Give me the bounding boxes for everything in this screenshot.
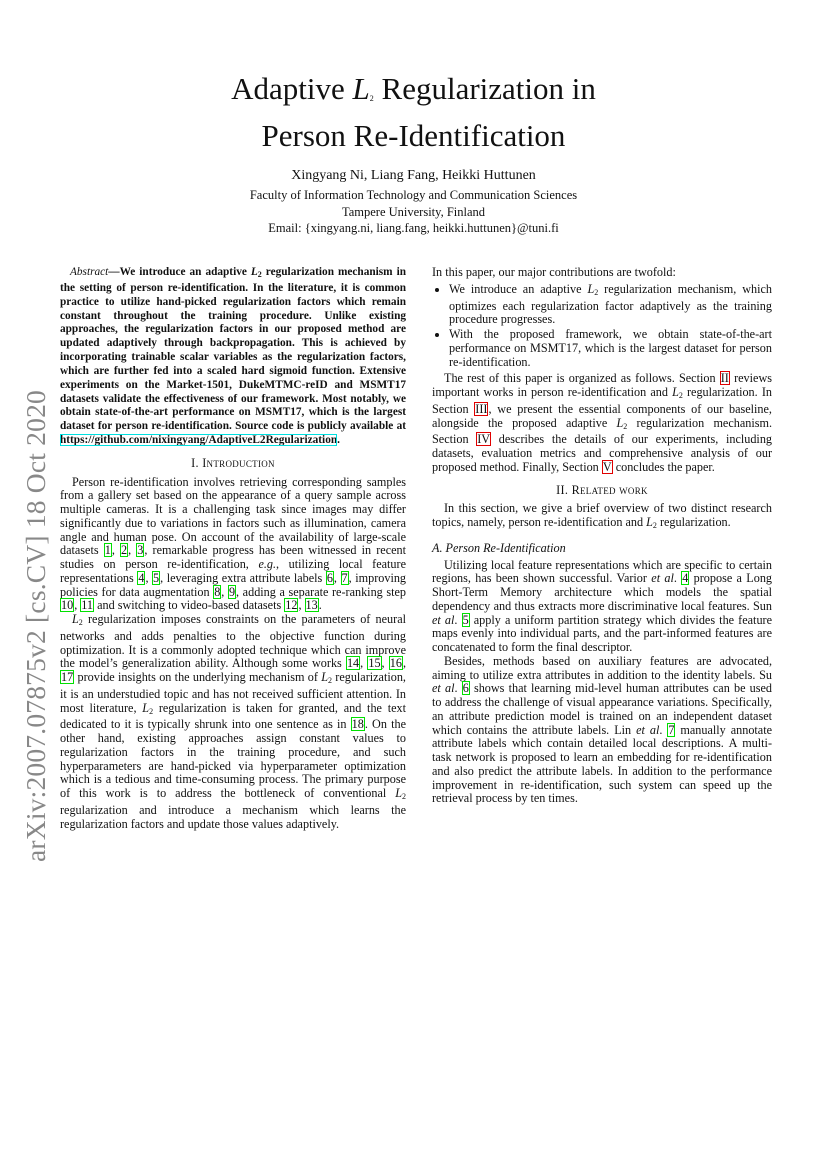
text-run: In this section, we give a brief overview of two distinct research topics, namely, person re-identification and bbox=[432, 501, 772, 529]
l2-math: $L_2$ bbox=[672, 385, 683, 400]
l2-math: $L_2$ bbox=[142, 700, 154, 716]
italic-text: et al bbox=[432, 681, 455, 696]
affiliation-line: Faculty of Information Technology and Communication Sciences bbox=[249, 188, 578, 202]
text-run: Person re-identification involves retrieving corresponding samples from a gallery set based on the appearance of a query sample across multiple cameras. It is a challenging task since images may differ significantly due to variations in factors such as illumination, camera angle and human pose. On account of the availability of large-scale datasets bbox=[60, 474, 406, 558]
italic-text: et al bbox=[432, 612, 455, 627]
citation-link[interactable]: 11 bbox=[81, 598, 94, 613]
paragraph bbox=[432, 559, 772, 655]
text-run: regularization mechanism. Section bbox=[432, 415, 772, 447]
l2-math: $L_2$ bbox=[72, 612, 83, 628]
section-ref-link[interactable]: II bbox=[720, 371, 729, 386]
citation-link[interactable]: 4 bbox=[138, 570, 145, 585]
list-item bbox=[449, 283, 772, 327]
text-run: We introduce an adaptive bbox=[449, 281, 588, 296]
text-run: shows that learning mid-level human attributes can be used to address the challenge of visual appearance variations. Specifically, an attribute prediction model is trained on an independent dataset which contains the attribute labels. Lin bbox=[432, 681, 773, 737]
authors: Xingyang Ni, Liang Fang, Heikki Huttunen bbox=[291, 168, 536, 183]
text-run: regularization is taken for granted, and the text dedicated to it is typically shrunk into one sentence as in bbox=[60, 700, 406, 732]
source-code-link[interactable]: https://github.com/nixingyang/AdaptiveL2Regularization bbox=[60, 434, 338, 447]
text-run: . bbox=[454, 681, 462, 696]
citation-link[interactable]: 7 bbox=[341, 570, 348, 585]
text-run: regularization, it is an understudied topic and has not received sufficient attention. In most literature, bbox=[60, 670, 406, 715]
l2-math: $L_2$ bbox=[395, 786, 406, 802]
section-ref-link[interactable]: V bbox=[602, 459, 612, 474]
text-run: In this paper, our major contributions are twofold: bbox=[432, 265, 676, 279]
text-run: regularization imposes constraints on the parameters of neural networks and adds penalties to the objective function during optimization. It is a commonly adopted technique which can improve the model’s generalization ability. Although some works bbox=[60, 612, 406, 671]
text-run: With the proposed framework, we obtain state-of-the-art performance on MSMT17, which is the largest dataset for person re-identification. bbox=[449, 327, 772, 369]
citation-link[interactable]: 5 bbox=[153, 570, 160, 585]
text-run: , utilizing local feature representations bbox=[60, 557, 406, 585]
section-heading-related-work: II. Related work bbox=[556, 482, 648, 497]
text-run: and switching to video-based datasets bbox=[94, 598, 285, 613]
text-run: , bbox=[298, 598, 305, 613]
section-ref-link[interactable]: III bbox=[475, 401, 488, 416]
arxiv-identifier: arXiv:2007.07875v2 [cs.CV] 18 Oct 2020 bbox=[20, 390, 51, 862]
citation-link[interactable]: 5 bbox=[462, 612, 469, 627]
text-run: , bbox=[145, 570, 153, 585]
list-item bbox=[449, 328, 772, 369]
italic-text: et al bbox=[636, 722, 660, 737]
text-run: The rest of this paper is organized as follows. Section bbox=[444, 371, 720, 386]
text-run: . bbox=[337, 434, 340, 447]
l2-math: $L_2$ bbox=[250, 266, 262, 279]
text-run: provide insights on the underlying mechanism of bbox=[74, 670, 322, 685]
citation-link[interactable]: 6 bbox=[462, 681, 469, 696]
citation-link[interactable]: 10 bbox=[61, 598, 74, 613]
citation-link[interactable]: 13 bbox=[305, 598, 318, 613]
text-run: , bbox=[402, 656, 406, 671]
text-run: regularization and introduce a mechanism which learns the regularization factors and update those values adaptively. bbox=[60, 802, 406, 831]
paragraph bbox=[432, 266, 772, 280]
citation-link[interactable]: 18 bbox=[351, 717, 364, 732]
text-run: , bbox=[74, 598, 81, 613]
italic-text: e.g. bbox=[258, 557, 277, 572]
left-column bbox=[60, 266, 406, 831]
citation-link[interactable]: 3 bbox=[137, 543, 144, 558]
text-run: , bbox=[333, 570, 341, 585]
text-run: , bbox=[128, 543, 137, 558]
text-run: . bbox=[659, 722, 668, 737]
l2-math: $L_2$ bbox=[321, 670, 332, 686]
text-run: manually annotate attribute labels which contain detailed local descriptions. A multi-task network is proposed to learn an embedding for re-identification and also predict the attribute labels. In addition to the performance improvement in re-identification, such system can speed up the retrieval process by ten times. bbox=[432, 722, 773, 806]
text-run: regularization mechanism, which optimizes each regularization factor adaptively as the training procedure progresses. bbox=[449, 281, 772, 327]
text-run: concludes the paper. bbox=[612, 459, 715, 474]
section-ref-link[interactable]: IV bbox=[477, 432, 491, 447]
text-run: . bbox=[318, 598, 322, 613]
citation-link[interactable]: 6 bbox=[326, 570, 333, 585]
citation-link[interactable]: 1 bbox=[104, 543, 111, 558]
text-run: , improving policies for data augmentation bbox=[60, 570, 407, 599]
citation-link[interactable]: 17 bbox=[61, 670, 74, 685]
text-run: . bbox=[673, 571, 682, 586]
citation-link[interactable]: 7 bbox=[668, 722, 675, 737]
text-run: , bbox=[221, 584, 228, 599]
text-run: Besides, methods based on auxiliary features are advocated, aiming to utilize extra attributes in addition to the identity labels. Su bbox=[432, 653, 772, 682]
l2-math: $L_2$ bbox=[587, 281, 599, 297]
paragraph bbox=[60, 476, 406, 614]
section-heading-introduction: I. Introduction bbox=[191, 455, 275, 470]
text-run: propose a Long Short-Term Memory architecture which models the spatial dependency and thus extracts more discriminative local features. Sun bbox=[432, 571, 773, 613]
paragraph bbox=[432, 502, 772, 533]
paragraph bbox=[60, 613, 406, 831]
citation-link[interactable]: 2 bbox=[121, 543, 128, 558]
text-run: , remarkable progress has been witnessed in recent studies on person re-identification, bbox=[60, 543, 407, 572]
text-run: reviews important works in person re-identification and bbox=[432, 371, 772, 399]
citation-link[interactable]: 16 bbox=[389, 656, 402, 671]
citation-link[interactable]: 8 bbox=[214, 584, 221, 599]
paper-title: Adaptive $L_2$ Regularization in Person Re-Identification bbox=[231, 71, 596, 153]
right-column bbox=[432, 266, 772, 806]
citation-link[interactable]: 4 bbox=[682, 571, 689, 586]
text-run: , bbox=[381, 656, 389, 671]
text-run: , leveraging extra attribute labels bbox=[160, 570, 326, 585]
l2-math: $L_2$ bbox=[352, 71, 374, 106]
l2-math: $L_2$ bbox=[646, 515, 657, 530]
affiliation-line: Tampere University, Finland bbox=[341, 205, 486, 219]
citation-link[interactable]: 15 bbox=[368, 656, 381, 671]
contributions-list bbox=[432, 283, 772, 370]
text-run: —We introduce an adaptive bbox=[108, 266, 251, 278]
text-run: apply a uniform partition strategy which divides the feature maps evenly into individual parts, and the part-informed features are concatenated to form the final descriptor. bbox=[432, 612, 773, 654]
email-line: Email: {xingyang.ni, liang.fang, heikki.huttunen}@tuni.fi bbox=[268, 221, 559, 235]
text-run: , we present the essential components of our baseline, alongside the proposed adaptive bbox=[432, 401, 772, 430]
text-run: . bbox=[454, 612, 462, 627]
text-run: . On the other hand, existing approaches assign constant values to regularization factors in the training procedure, and such hyperparameters are hand-picked via hyperparameter optimization which is a tedious and time-consuming process. The primary purpose of this work is to address the bottleneck of conventional bbox=[60, 717, 406, 801]
text-run: , bbox=[111, 543, 120, 558]
text-run: regularization. bbox=[656, 515, 731, 529]
italic-text: et al bbox=[651, 571, 674, 586]
l2-math: $L_2$ bbox=[616, 415, 628, 431]
subsection-heading: A. Person Re-Identification bbox=[432, 540, 566, 555]
abstract bbox=[60, 266, 406, 448]
abstract-label: Abstract bbox=[70, 266, 109, 278]
citation-link[interactable]: 9 bbox=[228, 584, 236, 599]
text-run: , bbox=[360, 656, 368, 671]
paragraph bbox=[432, 655, 772, 806]
citation-link[interactable]: 14 bbox=[346, 656, 360, 671]
text-run: regularization. In Section bbox=[432, 385, 772, 416]
text-run: , adding a separate re-ranking step bbox=[236, 584, 406, 599]
text-run: describes the details of our experiments, including datasets, evaluation metrics and comprehensive analysis of our proposed method. Finally, Section bbox=[432, 432, 773, 474]
paragraph bbox=[432, 372, 772, 474]
text-run: regularization mechanism in the setting of person re-identification. In the literature, it is common practice to utilize hand-picked regularization factors which remain constant throughout the training procedure. Unlike existing approaches, the regularization factors in our proposed method are updated adaptively through backpropagation. This is achieved by incorporating trainable scalar variables as the regularization factors, which are further fed into a scaled hard sigmoid function. Extensive experiments on the Market-1501, DukeMTMC-reID and MSMT17 datasets validate the effectiveness of our framework. Most notably, we obtain state-of-the-art performance on MSMT17, which is the largest dataset for person re-identification. Source code is publicly available at bbox=[60, 266, 407, 433]
citation-link[interactable]: 12 bbox=[285, 598, 298, 613]
text-run: Utilizing local feature representations which are specific to certain regions, has been shown successful. Varior bbox=[432, 557, 772, 586]
